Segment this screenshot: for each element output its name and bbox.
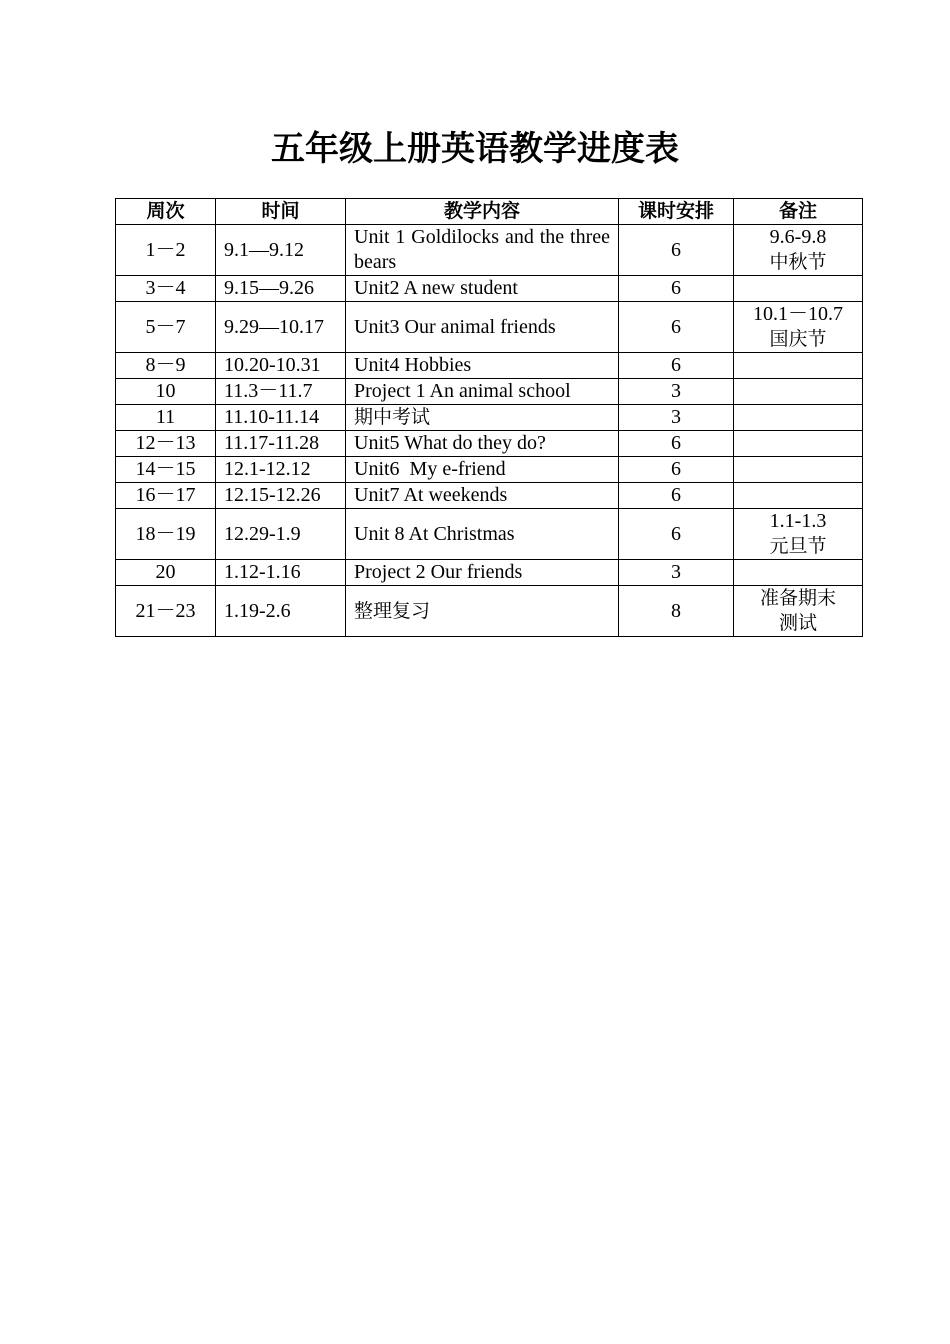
table-row bbox=[116, 405, 863, 431]
cell-hours: 6 bbox=[619, 276, 734, 302]
note-line-1: 10.1－10.7 bbox=[753, 303, 843, 325]
table-row bbox=[116, 225, 863, 276]
cell-hours: 6 bbox=[619, 457, 734, 483]
table-row bbox=[116, 302, 863, 353]
cell-note bbox=[734, 353, 863, 379]
note-line-2: 元旦节 bbox=[769, 535, 827, 557]
header-content: 教学内容 bbox=[346, 199, 619, 225]
cell-content: Project 2 Our friends bbox=[346, 560, 619, 586]
cell-content: Unit2 A new student bbox=[346, 276, 619, 302]
schedule-table bbox=[115, 198, 863, 637]
page-title: 五年级上册英语教学进度表 bbox=[271, 129, 679, 169]
cell-week: 1－2 bbox=[116, 225, 216, 276]
cell-hours: 6 bbox=[619, 225, 734, 276]
header-time: 时间 bbox=[216, 199, 346, 225]
cell-week: 16－17 bbox=[116, 483, 216, 509]
table-row bbox=[116, 509, 863, 560]
table-row bbox=[116, 276, 863, 302]
table-row bbox=[116, 353, 863, 379]
cell-note bbox=[734, 379, 863, 405]
cell-content: 期中考试 bbox=[346, 405, 619, 431]
cell-week: 18－19 bbox=[116, 509, 216, 560]
table-row bbox=[116, 560, 863, 586]
cell-hours: 3 bbox=[619, 405, 734, 431]
cell-note bbox=[734, 509, 863, 560]
note-line-1: 准备期末 bbox=[759, 587, 836, 609]
cell-week: 12－13 bbox=[116, 431, 216, 457]
note-line-1: 1.1-1.3 bbox=[769, 510, 827, 532]
cell-content: Unit7 At weekends bbox=[346, 483, 619, 509]
cell-week: 10 bbox=[116, 379, 216, 405]
cell-week: 21－23 bbox=[116, 586, 216, 637]
cell-hours: 3 bbox=[619, 379, 734, 405]
table-header-row bbox=[116, 199, 863, 225]
cell-hours: 6 bbox=[619, 431, 734, 457]
cell-hours: 3 bbox=[619, 560, 734, 586]
cell-hours: 6 bbox=[619, 302, 734, 353]
cell-note bbox=[734, 586, 863, 637]
table-row bbox=[116, 379, 863, 405]
cell-week: 11 bbox=[116, 405, 216, 431]
cell-week: 20 bbox=[116, 560, 216, 586]
cell-content: Unit 1 Goldilocks and the three bears bbox=[346, 225, 619, 276]
cell-time: 10.20-10.31 bbox=[216, 353, 346, 379]
cell-hours: 6 bbox=[619, 509, 734, 560]
cell-content: Project 1 An animal school bbox=[346, 379, 619, 405]
header-note: 备注 bbox=[734, 199, 863, 225]
cell-time: 12.1-12.12 bbox=[216, 457, 346, 483]
cell-note bbox=[734, 302, 863, 353]
cell-week: 14－15 bbox=[116, 457, 216, 483]
cell-content: 整理复习 bbox=[346, 586, 619, 637]
cell-hours: 8 bbox=[619, 586, 734, 637]
note-line-1: 9.6-9.8 bbox=[769, 226, 827, 248]
cell-week: 3－4 bbox=[116, 276, 216, 302]
cell-time: 9.1—9.12 bbox=[216, 225, 346, 276]
cell-note bbox=[734, 225, 863, 276]
cell-note bbox=[734, 483, 863, 509]
table-row bbox=[116, 586, 863, 637]
cell-time: 1.12-1.16 bbox=[216, 560, 346, 586]
cell-week: 8－9 bbox=[116, 353, 216, 379]
note-line-2: 国庆节 bbox=[769, 328, 827, 350]
note-line-2: 测试 bbox=[778, 612, 817, 634]
cell-time: 12.29-1.9 bbox=[216, 509, 346, 560]
note-line-2: 中秋节 bbox=[769, 251, 827, 273]
table-row bbox=[116, 457, 863, 483]
cell-note bbox=[734, 405, 863, 431]
cell-time: 12.15-12.26 bbox=[216, 483, 346, 509]
table-row bbox=[116, 431, 863, 457]
cell-hours: 6 bbox=[619, 353, 734, 379]
cell-content: Unit3 Our animal friends bbox=[346, 302, 619, 353]
cell-note bbox=[734, 457, 863, 483]
cell-note bbox=[734, 276, 863, 302]
cell-content: Unit4 Hobbies bbox=[346, 353, 619, 379]
cell-note bbox=[734, 560, 863, 586]
cell-time: 9.29—10.17 bbox=[216, 302, 346, 353]
cell-note bbox=[734, 431, 863, 457]
cell-time: 9.15—9.26 bbox=[216, 276, 346, 302]
header-week: 周次 bbox=[116, 199, 216, 225]
cell-content: Unit5 What do they do? bbox=[346, 431, 619, 457]
cell-time: 11.10-11.14 bbox=[216, 405, 346, 431]
header-hours: 课时安排 bbox=[619, 199, 734, 225]
cell-week: 5－7 bbox=[116, 302, 216, 353]
cell-time: 11.3－11.7 bbox=[216, 379, 346, 405]
cell-content: Unit6 My e-friend bbox=[346, 457, 619, 483]
cell-hours: 6 bbox=[619, 483, 734, 509]
cell-content: Unit 8 At Christmas bbox=[346, 509, 619, 560]
table-row bbox=[116, 483, 863, 509]
cell-time: 11.17-11.28 bbox=[216, 431, 346, 457]
cell-time: 1.19-2.6 bbox=[216, 586, 346, 637]
